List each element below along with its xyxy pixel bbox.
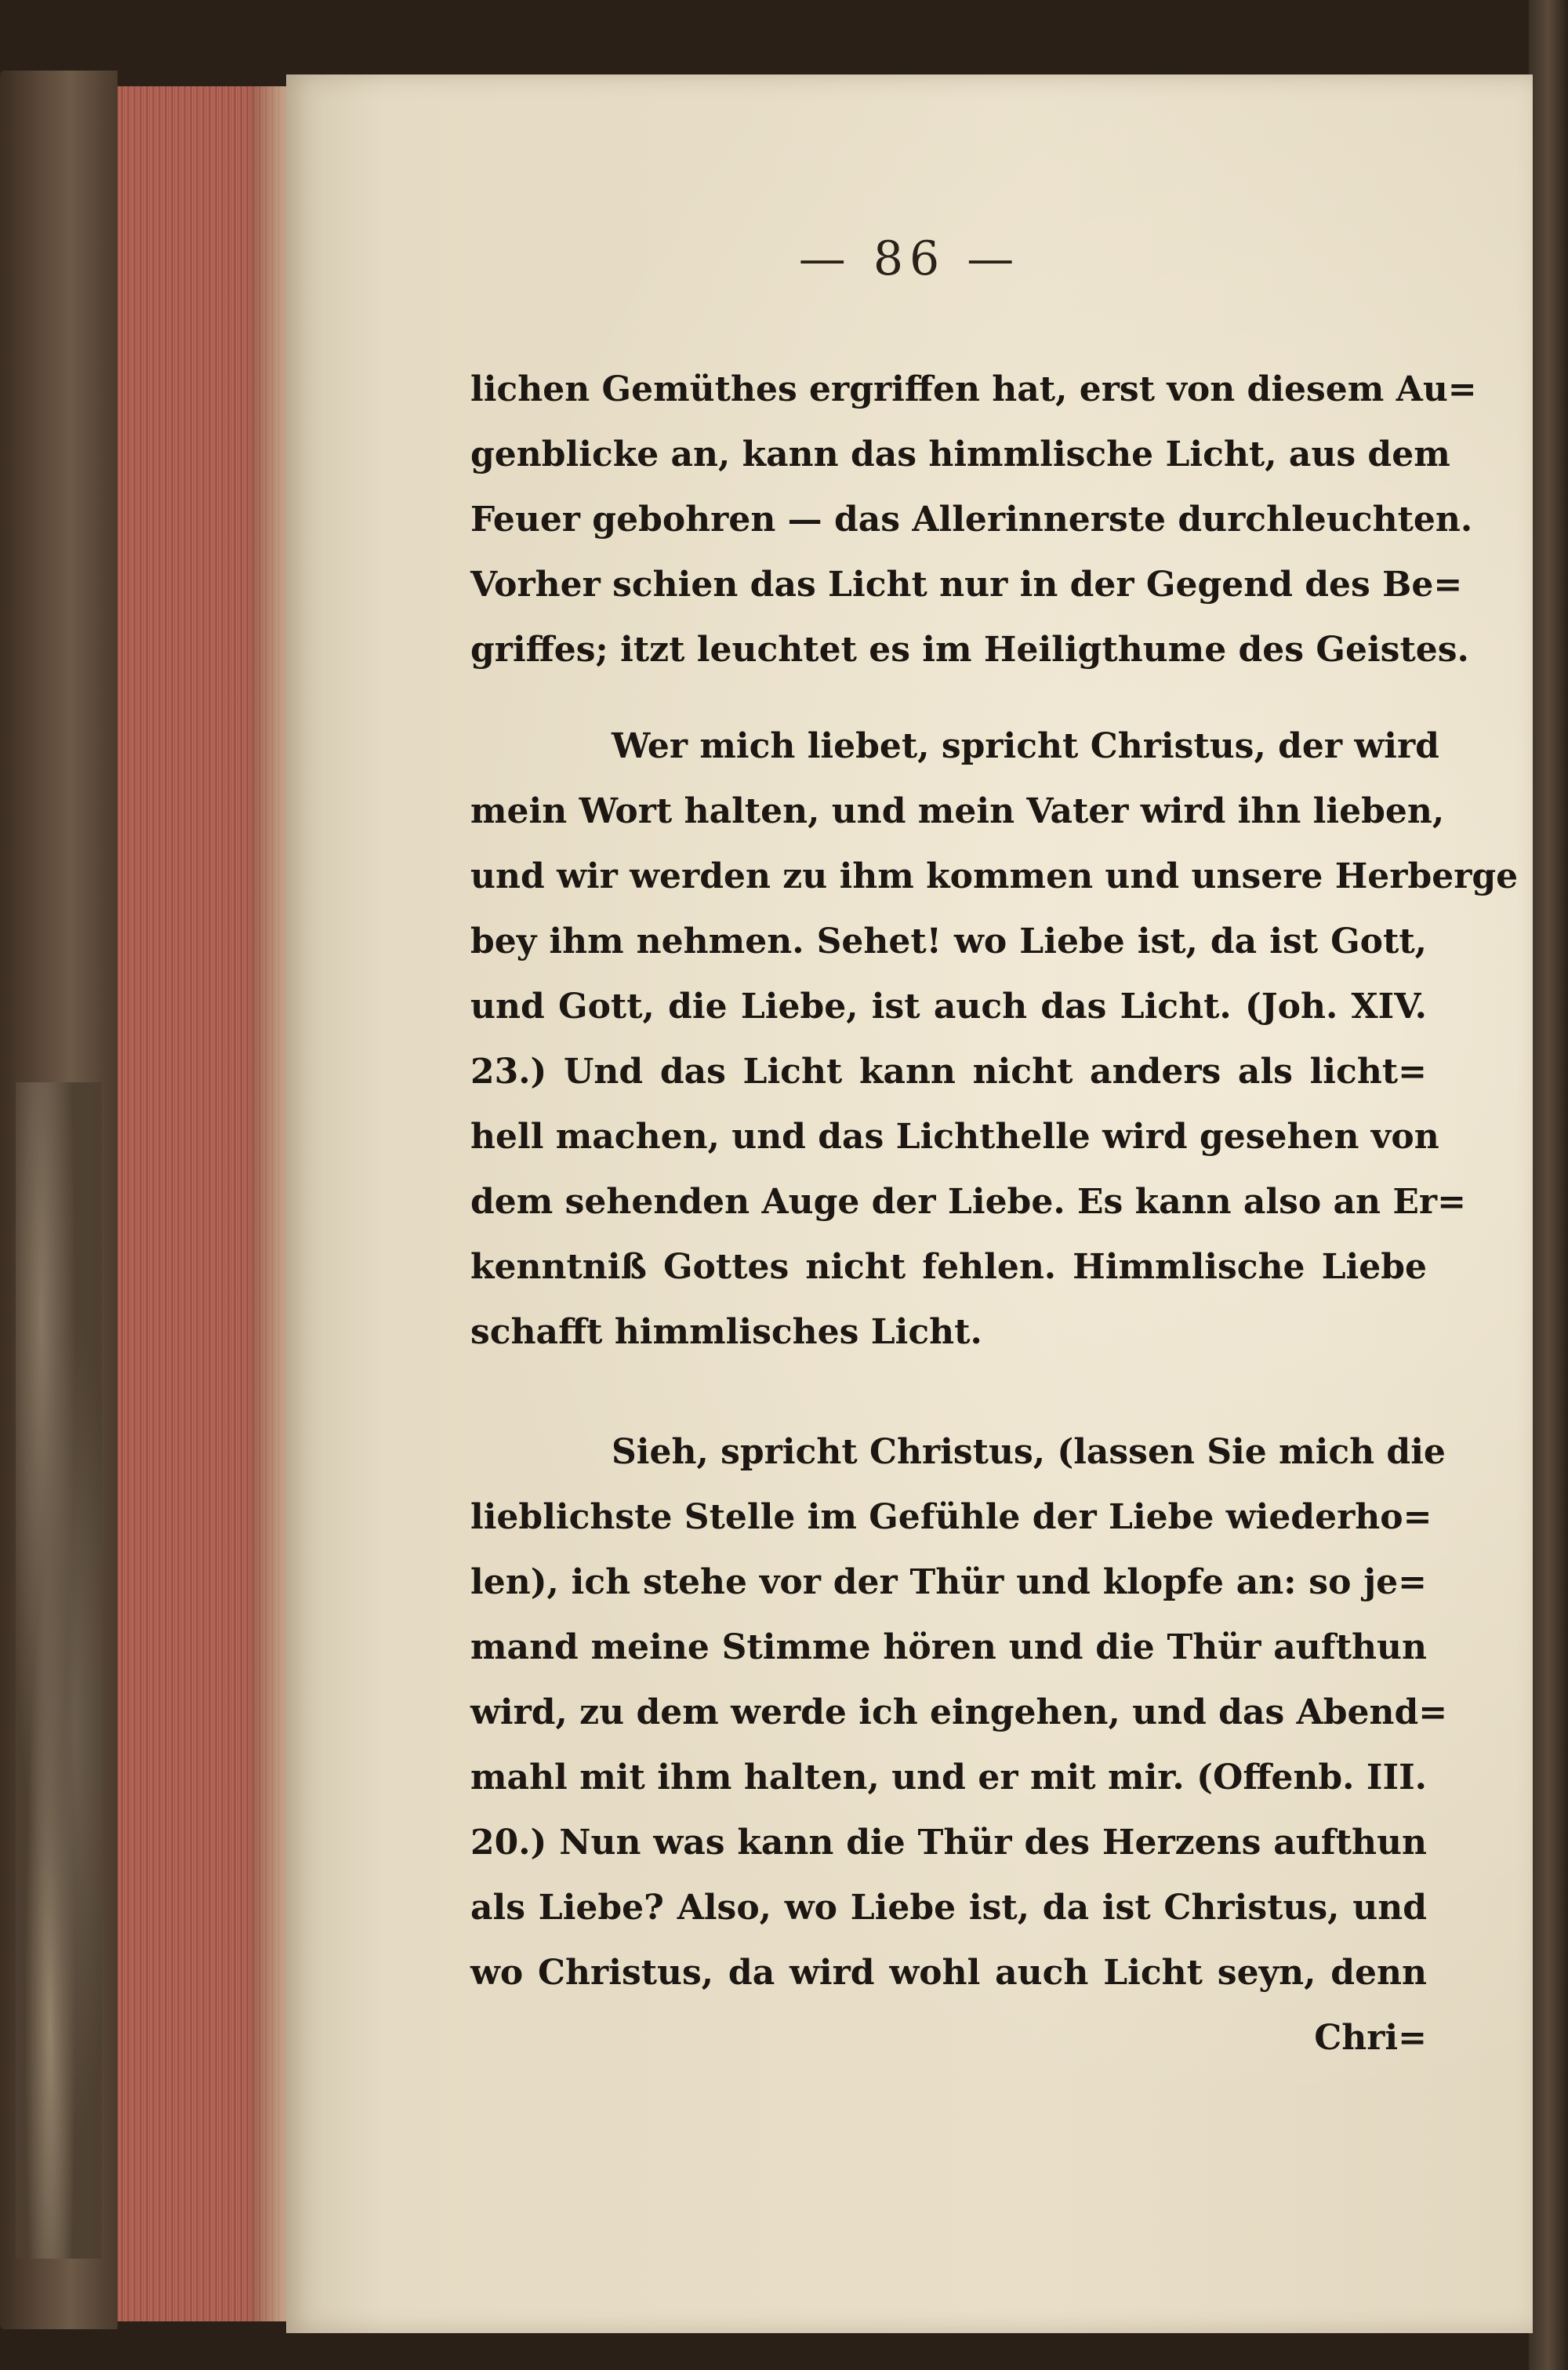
paragraph-2: [470, 714, 1519, 1365]
page-text: [470, 357, 1519, 2070]
marbled-cover-pattern: [16, 1082, 102, 2259]
text-line: hell machen, und das Lichthelle wird gesehen von: [470, 1117, 1439, 1157]
text-line: lieblichste Stelle im Gefühle der Liebe wiederho=: [470, 1497, 1432, 1537]
text-line: lichen Gemüthes ergriffen hat, erst von diesem Au=: [470, 369, 1477, 409]
text-line: Sieh, spricht Christus, (lassen Sie mich die: [612, 1432, 1446, 1472]
paragraph-gap: [470, 1365, 1427, 1419]
text-line: schafft himmlisches Licht.: [470, 1312, 982, 1352]
catchword: Chri=: [1314, 2018, 1427, 2058]
text-line: genblicke an, kann das himmlische Licht, aus dem: [470, 434, 1450, 474]
paragraph-3: [470, 1419, 1448, 2005]
text-line: dem sehenden Auge der Liebe. Es kann also an Er=: [470, 1182, 1466, 1222]
text-line: kenntniß Gottes nicht fehlen. Himmlische Liebe: [470, 1247, 1427, 1287]
text-line: mein Wort halten, und mein Vater wird ihn lieben,: [470, 791, 1445, 831]
text-line: und Gott, die Liebe, ist auch das Licht. (Joh. XIV.: [470, 987, 1427, 1027]
page-number: — 86 —: [798, 231, 1021, 286]
text-line: wird, zu dem werde ich eingehen, und das Abend=: [470, 1692, 1448, 1732]
text-line: 23.) Und das Licht kann nicht anders als licht=: [470, 1052, 1427, 1092]
text-line: als Liebe? Also, wo Liebe ist, da ist Christus, und: [470, 1888, 1427, 1928]
text-line: mand meine Stimme hören und die Thür aufthun: [470, 1627, 1427, 1667]
text-line: 20.) Nun was kann die Thür des Herzens aufthun: [470, 1823, 1427, 1863]
book-cover-right: [1529, 0, 1568, 2370]
text-line: Wer mich liebet, spricht Christus, der wird: [612, 726, 1439, 766]
text-line: len), ich stehe vor der Thür und klopfe an: so je=: [470, 1562, 1427, 1602]
text-line: mahl mit ihm halten, und er mit mir. (Offenb. III.: [470, 1758, 1427, 1797]
text-line: wo Christus, da wird wohl auch Licht seyn, denn: [470, 1953, 1427, 1993]
paragraph-gap: [470, 682, 1427, 714]
paragraph-1: [470, 357, 1477, 682]
text-line: bey ihm nehmen. Sehet! wo Liebe ist, da ist Gott,: [470, 921, 1427, 961]
text-line: Feuer gebohren — das Allerinnerste durchleuchten.: [470, 500, 1473, 540]
text-line: griffes; itzt leuchtet es im Heiligthume des Geistes.: [470, 630, 1469, 670]
text-line: und wir werden zu ihm kommen und unsere Herberge: [470, 856, 1519, 896]
text-line: Vorher schien das Licht nur in der Gegend des Be=: [470, 565, 1463, 605]
book-page: [286, 75, 1533, 2333]
